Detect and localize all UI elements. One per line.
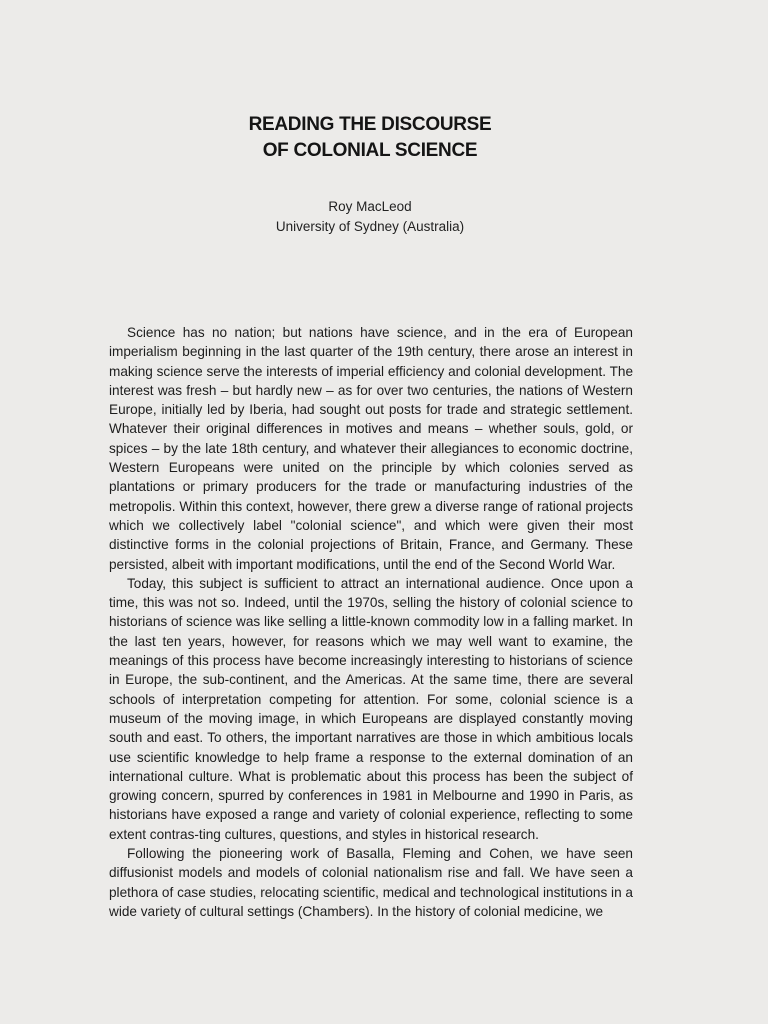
paragraph: Today, this subject is sufficient to attract an international audience. Once upon a time, this was not so. Indeed, until the 1970s, selling the history of colonial science to historians of science was like selling a little-known commodity low in a falling market. In the last ten years, however, for reasons which we may well want to examine, the meanings of this process have become increasingly interesting to historians of science in Europe, the sub-continent, and the Americas. At the same time, there are several schools of interpretation competing for attention. For some, colonial science is a museum of the moving image, in which Europeans are displayed constantly moving south and east. To others, the important narratives are those in which ambitious locals use scientific knowledge to help frame a response to the external domination of an international culture. What is problematic about this process has been the subject of growing concern, spurred by conferences in 1981 in Melbourne and 1990 in Paris, as historians have exposed a range and variety of colonial experience, reflecting to some extent contras-ting cultures, questions, and styles in historical research.: [109, 575, 633, 842]
title-line-1: READING THE DISCOURSE: [248, 114, 492, 135]
paragraph: Following the pioneering work of Basalla, Fleming and Cohen, we have seen diffusionist models and models of colonial nationalism rise and fall. We have seen a plethora of case studies, relocating scientific, medical and technological institutions in a wide variety of cultural settings (Chambers). In the history of colonial medicine, we: [109, 846, 633, 919]
paragraph: Science has no nation; but nations have science, and in the era of European imperialism beginning in the last quarter of the 19th century, there arose an interest in making science serve the interests of imperial efficiency and colonial development. The interest was fresh – but hardly new – as for over two centuries, the nations of Western Europe, initially led by Iberia, had sought out posts for trade and strategic settlement. Whatever their original differences in motives and means – whether souls, gold, or spices – by the late 18th century, and whatever their allegiances to economic doctrine, Western Europeans were united on the principle by which colonies served as plantations or primary producers for the trade or manufacturing industries of the metropolis. Within this context, however, there grew a diverse range of rational projects which we collectively label "colonial science", and which were given their most distinctive forms in the colonial projections of Britain, France, and Germany. These persisted, albeit with important modifications, until the end of the Second World War.: [109, 325, 633, 572]
article-title: [0, 112, 740, 164]
author-block: [0, 197, 740, 237]
article-body: [109, 323, 633, 921]
title-line-2: OF COLONIAL SCIENCE: [262, 140, 478, 161]
author-affiliation: University of Sydney (Australia): [275, 219, 465, 234]
author-name: Roy MacLeod: [328, 199, 412, 214]
